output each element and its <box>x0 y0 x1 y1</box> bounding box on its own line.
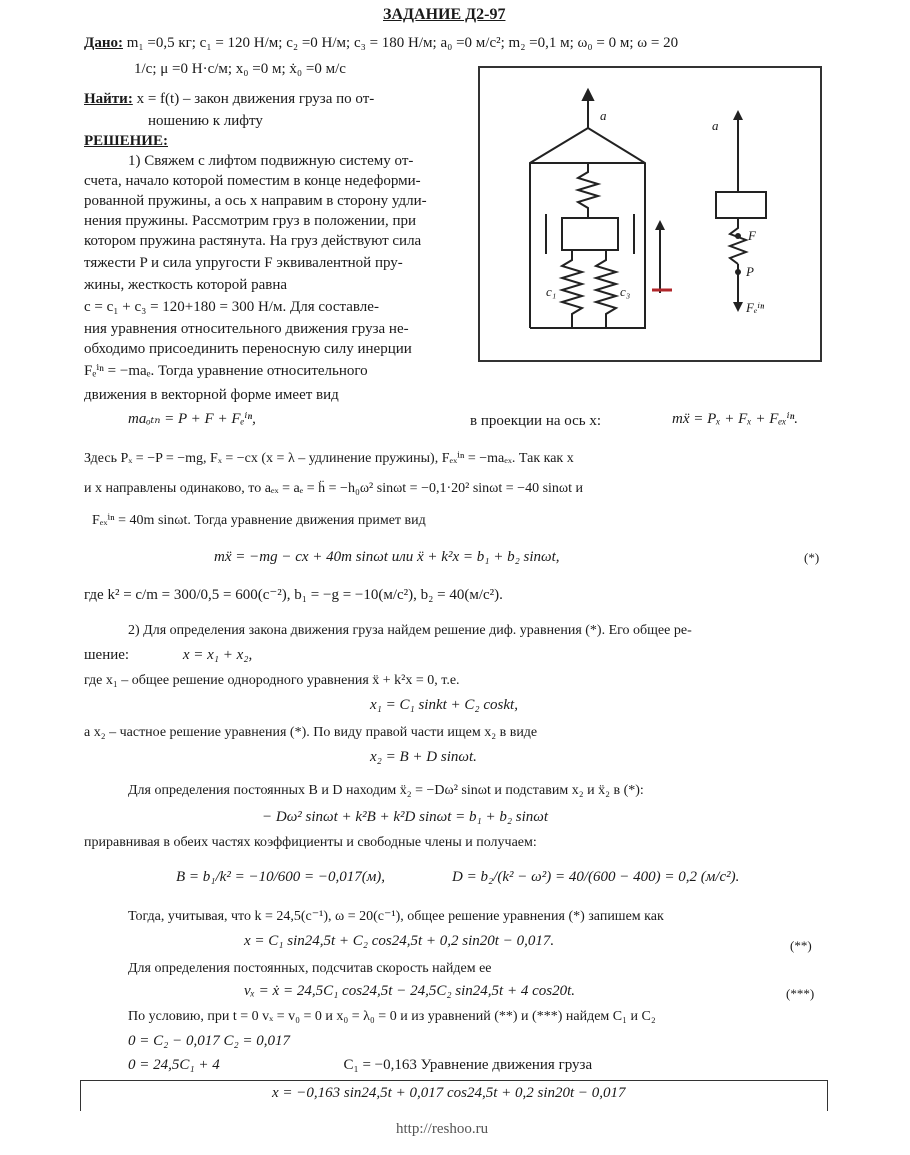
paragraph1-line: 1) Свяжем с лифтом подвижную систему от- <box>128 153 414 169</box>
eq-velocity: vₓ = ẋ = 24,5C₁ cos24,5t − 24,5C₂ sin24,5t + 4 cos20t. <box>244 983 576 999</box>
eq-vector: maₒₜₙ = P + F + Fₑⁱⁿ, <box>128 411 256 427</box>
paragraph1-line: нения пружины. Рассмотрим груз в положении, при <box>84 213 416 229</box>
paragraph1-line: счета, начало которой поместим в конце недеформи- <box>84 173 421 189</box>
text-x1: где x₁ – общее решение однородного уравнения ẍ + k²x = 0, т.е. <box>84 673 460 688</box>
eq-projection: mẍ = Pₓ + Fₓ + Fₑₓⁱⁿ. <box>672 411 799 427</box>
paragraph2-line-2 <box>84 646 252 664</box>
figure-box <box>478 66 822 362</box>
figure-label-c3: c₃ <box>620 284 631 299</box>
paragraph1-line: движения в векторной форме имеет вид <box>84 387 339 403</box>
text-forces-1: Здесь Pₓ = −P = −mg, Fₓ = −cx (x = λ – удлинение пружины), Fₑₓⁱⁿ = −maₑₓ. Так как x <box>84 451 574 466</box>
given-values-2: 1/с; μ =0 Н·с/м; x₀ =0 м; ẋ₀ =0 м/с <box>134 61 346 77</box>
spring-c1 <box>562 250 582 328</box>
eq-d: D = b₂/(k² − ω²) = 40/(600 − 400) = 0,2 (м/с²). <box>452 869 740 885</box>
eq-b: B = b₁/k² = −10/600 = −0,017(м), <box>176 869 386 885</box>
figure-label-f: F <box>748 228 756 243</box>
paragraph1-line: котором пружина растянута. На груз действуют сила <box>84 233 422 249</box>
figure-label-a-right: a <box>712 118 719 133</box>
paragraph1-line: ния уравнения относительного движения груза не- <box>84 321 409 337</box>
eq-initial-2 <box>128 1056 592 1074</box>
footer-url[interactable]: http://reshoo.ru <box>396 1121 489 1137</box>
paragraph2-general-solution: x = x₁ + x₂, <box>182 647 253 663</box>
fbd-block <box>716 192 766 218</box>
text-velocity: Для определения постоянных, подсчитав скорость найдем ее <box>128 961 492 976</box>
eq-velocity-tag: (***) <box>786 986 815 1001</box>
text-equate: приравнивая в обеих частях коэффициенты и свободные члены и получаем: <box>84 835 537 850</box>
eq-motion-tag: (*) <box>804 550 820 565</box>
given-label: Дано: <box>84 35 123 51</box>
paragraph1-line: жины, жесткость которой равна <box>84 277 287 293</box>
eq-projection-label: в проекции на ось x: <box>470 413 602 429</box>
eq-initial-1: 0 = C₂ − 0,017 C₂ = 0,017 <box>128 1033 291 1049</box>
paragraph1-line: c = c₁ + c₃ = 120+180 = 300 Н/м. Для составле- <box>84 299 379 315</box>
paragraph1-line: рованной пружины, а ось x направим в сторону удли- <box>84 193 427 209</box>
eq-general: x = C₁ sin24,5t + C₂ cos24,5t + 0,2 sin20t − 0,017. <box>244 933 555 949</box>
eq-initial-2b: C₁ = −0,163 Уравнение движения груза <box>343 1057 593 1073</box>
paragraph1-line: Fₑⁱⁿ = −maₑ. Тогда уравнение относительного <box>84 363 368 379</box>
text-forces-3: Fₑₓⁱⁿ = 40m sinωt. Тогда уравнение движения примет вид <box>92 513 426 528</box>
paragraph2-line-1: 2) Для определения закона движения груза найдем решение диф. уравнения (*). Его общее ре- <box>128 623 692 638</box>
find-line-1 <box>84 90 374 108</box>
given-line-1 <box>84 34 678 52</box>
text-general: Тогда, учитывая, что k = 24,5(c⁻¹), ω = 20(c⁻¹), общее решение уравнения (*) запишем как <box>128 909 664 924</box>
text-initial: По условию, при t = 0 vₓ = v₀ = 0 и x₀ = λ₀ = 0 и из уравнений (**) и (***) найдем C₁ и C₂ <box>128 1009 656 1024</box>
mass-block <box>562 218 618 250</box>
find-text-2: ношению к лифту <box>148 113 263 129</box>
top-spring <box>578 164 598 218</box>
elevator-diagram <box>480 68 820 360</box>
eq-x2: x₂ = B + D sinωt. <box>370 749 477 765</box>
eq-initial-2a: 0 = 24,5C₁ + 4 <box>128 1057 220 1073</box>
spring-c3 <box>596 250 616 328</box>
eq-subst: − Dω² sinωt + k²B + k²D sinωt = b₁ + b₂ sinωt <box>262 809 549 825</box>
find-label: Найти: <box>84 91 133 107</box>
paragraph2-solution-word: шение: <box>84 647 130 663</box>
eq-motion: mẍ = −mg − cx + 40m sinωt или ẍ + k²x = b₁ + b₂ sinωt, <box>214 549 560 565</box>
eq-general-tag: (**) <box>790 938 812 953</box>
figure-label-fin: Fₑⁱⁿ <box>746 300 765 315</box>
solution-label: РЕШЕНИЕ: <box>84 133 168 149</box>
eq-final: x = −0,163 sin24,5t + 0,017 cos24,5t + 0,2 sin20t − 0,017 <box>272 1085 626 1101</box>
paragraph1-line: тяжести P и сила упругости F эквивалентной пру- <box>84 255 403 271</box>
text-x2: а x₂ – частное решение уравнения (*). По виду правой части ищем x₂ в виде <box>84 725 538 740</box>
eq-x1: x₁ = C₁ sinkt + C₂ coskt, <box>370 697 518 713</box>
page-title: ЗАДАНИЕ Д2-97 <box>383 6 506 23</box>
text-forces-2: и x направлены одинаково, то aₑₓ = aₑ = ḧ = −h₀ω² sinωt = −0,1·20² sinωt = −40 sinωt и <box>84 481 584 496</box>
find-text-1: x = f(t) – закон движения груза по от- <box>136 91 375 107</box>
eq-constants: где k² = c/m = 300/0,5 = 600(c⁻²), b₁ = −g = −10(м/с²), b₂ = 40(м/с²). <box>84 587 503 603</box>
paragraph1-line: обходимо присоединить переносную силу инерции <box>84 341 412 357</box>
given-values-1: m₁ =0,5 кг; c₁ = 120 Н/м; c₂ =0 Н/м; c₃ = 180 Н/м; a₀ =0 м/с²; m₂ =0,1 м; ω₀ = 0 м; ω = 20 <box>126 35 679 51</box>
figure-label-p: P <box>746 264 754 279</box>
figure-label-a-left: a <box>600 108 607 123</box>
figure-label-c1: c₁ <box>546 284 557 299</box>
text-subst: Для определения постоянных B и D находим ẍ₂ = −Dω² sinωt и подставим x₂ и ẍ₂ в (*): <box>128 783 644 798</box>
